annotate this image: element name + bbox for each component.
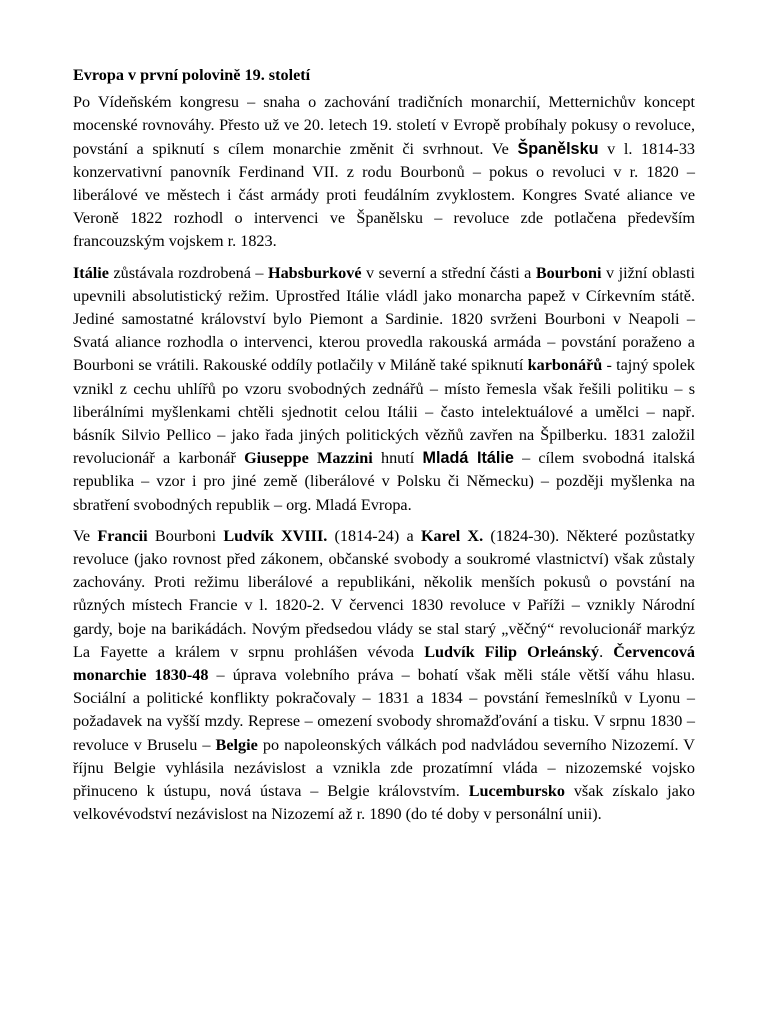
document-title: Evropa v první polovině 19. století (73, 66, 311, 84)
bold-term: Červencová monarchie 1830-48 (73, 642, 696, 685)
bold-term: Ludvík Filip Orleánský (424, 642, 600, 661)
bold-term: karbonářů (527, 356, 603, 375)
bold-term: Bourboni (535, 263, 602, 282)
paragraph-3 (73, 525, 695, 827)
bold-term: Karel X. (420, 526, 484, 545)
bold-term: Francii (97, 526, 148, 545)
bold-term: Habsburkové (268, 263, 362, 282)
text-segment: zůstávala rozdrobená – (108, 263, 268, 282)
bold-term: Španělsku (517, 139, 599, 158)
text-segment: (1824-30). Některé pozůstatky revoluce (jako rovnost před zákonem, občanské svobody a soukromé vlastnictví) však zůstaly zachovány. Proti režimu liberálové a republikáni, několik menších pokusů o povstání na různých místech Francie v l. 1820-2. V červenci 1830 revoluce v Paříži – vznikly Národní gardy, boje na barikádách. Novým předsedou vlády se stal starý „věčný“ revolucionář markýz La Fayette a králem v srpnu prohlášen vévoda (73, 526, 696, 661)
document-page (73, 64, 695, 835)
bold-term: Itálie (73, 263, 109, 282)
text-segment: hnutí (372, 449, 423, 468)
paragraph-1 (73, 91, 695, 253)
paragraph-2 (73, 262, 695, 517)
text-segment: v jižní oblasti upevnili absolutistický režim. Uprostřed Itálie vládl jako monarcha papež v Církevním státě. Jediné samostatné království bylo Piemont a Sardinie. 1820 svrženi Bourboni v Neapoli – Svatá aliance rozhodla o intervenci, kterou provedla rakouská armáda – povstání poraženo a Bourboni se vrátili. Rakouské oddíly potlačily v Miláně také spiknutí (73, 263, 695, 375)
document-body (73, 91, 695, 826)
bold-term: Ludvík XVIII. (223, 526, 328, 545)
text-segment: Po Vídeňském kongresu – snaha o zachování tradičních monarchií, Metternichův koncept mocenské rovnováhy. Přesto už ve 20. letech 19. století v Evropě probíhaly pokusy o revoluce, povstání a spiknutí s cílem monarchie změnit či svrhnout. Ve (73, 93, 695, 158)
text-segment: po napoleonských válkách pod nadvládou severního Nizozemí. V říjnu Belgie vyhlásila nezávislost a vznikla zde prozatímní vláda – nizozemské vojsko přinuceno k ústupu, nová ústava – Belgie královstvím. (73, 735, 695, 801)
text-segment: Ve (73, 526, 98, 545)
text-segment: . (599, 642, 614, 661)
text-segment: v l. 1814-33 konzervativní panovník Ferdinand VII. z rodu Bourbonů – pokus o revoluci v r. 1820 – liberálové ve městech i část armády proti feudálním zvyklostem. Kongres Svaté aliance ve Veroně 1822 rozhodl o intervenci ve Španělsku – revoluce zde potlačena především francouzským vojskem r. 1823. (73, 139, 696, 251)
bold-term: Mladá Itálie (422, 449, 514, 468)
bold-term: Lucembursko (468, 782, 565, 801)
text-segment: – cílem svobodná italská republika – vzor i pro jiné země (liberálové v Polsku či Německu) – později myšlenka na sbratření svobodných republik – org. Mladá Evropa. (73, 449, 695, 514)
bold-term: Belgie (215, 735, 258, 754)
text-segment: - tajný spolek vznikl z cechu uhlířů po vzoru svobodných zednářů – místo řemesla však řešili politiku – s liberálními myšlenkami chtěli sjednotit celou Itálii – často intelektuálové a umělci – např. básník Silvio Pellico – jako řada jiných politických vězňů zavřen na Špilberku. 1831 založil revolucionář a karbonář (73, 356, 695, 468)
text-segment: (1814-24) a (327, 526, 421, 545)
text-segment: však získalo jako velkovévodství nezávislost na Nizozemí až r. 1890 (do té doby v personální unii). (73, 782, 695, 824)
text-segment: – úprava volebního práva – bohatí však měli stále větší váhu hlasu. Sociální a politické konflikty pokračovaly – 1831 a 1834 – povstání řemeslníků v Lyonu – požadavek na vyšší mzdy. Represe – omezení svobody shromažďování a tisku. V srpnu 1830 – revoluce v Bruselu – (73, 666, 696, 754)
text-segment: v severní a střední části a (361, 263, 536, 282)
bold-term: Giuseppe Mazzini (244, 449, 373, 468)
text-segment: Bourboni (147, 526, 224, 545)
